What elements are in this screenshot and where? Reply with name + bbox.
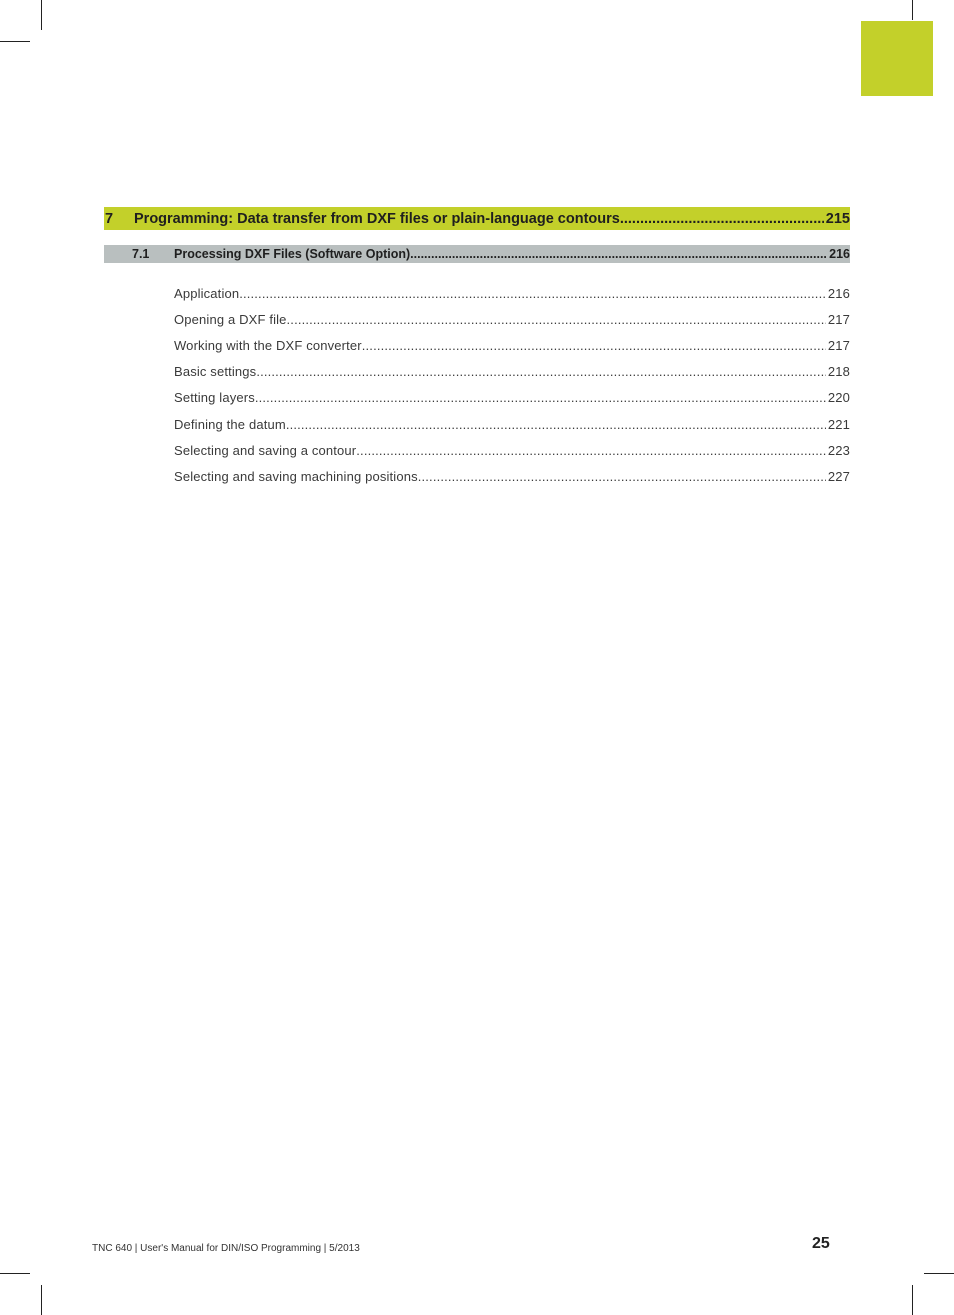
crop-mark <box>912 0 913 20</box>
chapter-title: Programming: Data transfer from DXF files or plain-language contours <box>134 210 620 227</box>
page-number: 25 <box>812 1235 830 1252</box>
crop-mark <box>912 1285 913 1315</box>
entry-page: 227 <box>827 468 850 484</box>
entry-title: Basic settings <box>174 364 257 380</box>
chapter-page: 215 <box>825 210 850 227</box>
toc-chapter-row[interactable] <box>104 207 850 230</box>
section-entry <box>174 247 850 261</box>
dot-leader <box>239 286 826 301</box>
entry-title: Setting layers <box>174 390 255 406</box>
dot-leader <box>256 364 826 379</box>
entry-page: 223 <box>827 442 850 458</box>
entry-title: Defining the datum <box>174 416 286 432</box>
entry-page: 217 <box>827 337 850 353</box>
dot-leader <box>620 211 824 227</box>
dot-leader <box>410 247 827 261</box>
chapter-number: 7 <box>105 210 114 227</box>
entry-page: 218 <box>827 364 850 380</box>
entry-page: 220 <box>827 390 850 406</box>
dot-leader <box>418 469 826 484</box>
page-footer-text: TNC 640 | User's Manual for DIN/ISO Programming | 5/2013 <box>92 1243 360 1254</box>
toc-entry[interactable] <box>174 359 850 385</box>
section-title: Processing DXF Files (Software Option) <box>174 247 411 261</box>
toc-entry[interactable] <box>174 306 850 332</box>
dot-leader <box>362 338 826 353</box>
toc-entry-list <box>174 280 850 490</box>
section-page: 216 <box>829 247 850 261</box>
chapter-thumb-tab <box>861 21 933 96</box>
chapter-entry <box>134 211 850 227</box>
crop-mark <box>41 1285 42 1315</box>
dot-leader <box>287 312 826 327</box>
dot-leader <box>255 390 826 405</box>
dot-leader <box>286 417 826 432</box>
toc-entry[interactable] <box>174 437 850 463</box>
dot-leader <box>356 443 826 458</box>
toc-entry[interactable] <box>174 280 850 306</box>
toc-entry[interactable] <box>174 332 850 358</box>
toc-entry[interactable] <box>174 385 850 411</box>
entry-page: 216 <box>827 285 850 301</box>
entry-title: Selecting and saving a contour <box>174 442 357 458</box>
crop-mark <box>41 0 42 30</box>
toc-entry[interactable] <box>174 411 850 437</box>
section-number: 7.1 <box>132 247 150 261</box>
crop-mark <box>0 41 30 42</box>
entry-title: Working with the DXF converter <box>174 337 362 353</box>
entry-title: Application <box>174 285 240 301</box>
entry-title: Opening a DXF file <box>174 311 287 327</box>
toc-entry[interactable] <box>174 463 850 489</box>
toc-section-row[interactable] <box>104 245 850 263</box>
entry-page: 221 <box>827 416 850 432</box>
entry-page: 217 <box>827 311 850 327</box>
entry-title: Selecting and saving machining positions <box>174 468 418 484</box>
crop-mark <box>924 1273 954 1274</box>
crop-mark <box>0 1273 30 1274</box>
